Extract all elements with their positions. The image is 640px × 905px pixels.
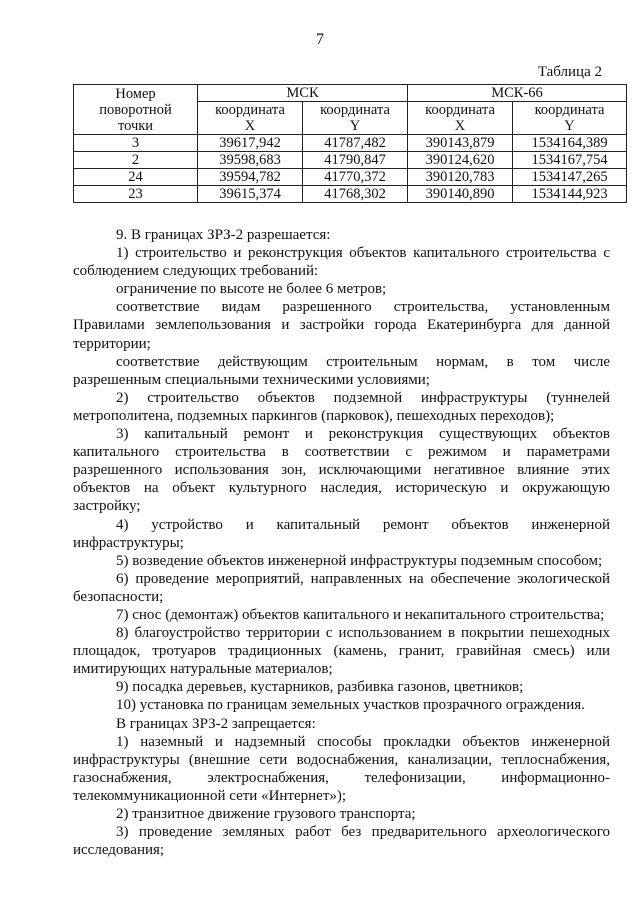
table-caption: Таблица 2 bbox=[537, 64, 602, 80]
cell-msk66-x: 390140,890 bbox=[408, 186, 513, 203]
header-msk66: МСК-66 bbox=[408, 85, 627, 102]
list-item: 10) установка по границам земельных участков прозрачного ограждения. bbox=[116, 697, 585, 714]
list-item: 1) строительство и реконструкция объектов капитального строительства с соблюдением следующих требований: bbox=[73, 245, 610, 280]
header-point-number: Номер поворотной точки bbox=[74, 85, 198, 135]
cell-msk66-y: 1534164,389 bbox=[513, 135, 627, 152]
header-msk66-x: координата X bbox=[408, 102, 513, 135]
cell-msk-x: 39615,374 bbox=[198, 186, 303, 203]
prohibited-heading: В границах ЗРЗ-2 запрещается: bbox=[116, 715, 316, 732]
cell-msk-y: 41770,372 bbox=[303, 169, 408, 186]
table-row bbox=[74, 152, 627, 169]
list-item: 2) транзитное движение грузового транспорта; bbox=[116, 806, 416, 822]
table-row bbox=[74, 186, 627, 203]
cell-msk66-x: 390143,879 bbox=[408, 135, 513, 152]
list-item: 6) проведение мероприятий, направленных на обеспечение экологической безопасности; bbox=[73, 570, 610, 605]
page-number: 7 bbox=[316, 31, 324, 48]
cell-msk66-y: 1534167,754 bbox=[513, 152, 627, 169]
list-item: 1) наземный и надземный способы прокладки объектов инженерной инфраструктуры (внешние сети водоснабжения, канализации, теплоснабжения, газоснабжения, электроснабжения, телефонизации, информационно-телекоммуникационной сети «Интернет»); bbox=[73, 733, 610, 804]
list-item: соответствие действующим строительным нормам, в том числе разрешенным специальными техническими условиями; bbox=[73, 353, 610, 388]
header-msk-x: координата X bbox=[198, 102, 303, 135]
header-msk66-y: координата Y bbox=[513, 102, 627, 135]
cell-msk66-x: 390124,620 bbox=[408, 152, 513, 169]
list-item: 2) строительство объектов подземной инфраструктуры (туннелей метрополитена, подземных паркингов (парковок), пешеходных переходов); bbox=[73, 389, 610, 424]
table-row bbox=[74, 135, 627, 152]
list-item: соответствие видам разрешенного строительства, установленным Правилами землепользования и застройки города Екатеринбурга для данной территории; bbox=[73, 299, 610, 352]
cell-msk-y: 41768,302 bbox=[303, 186, 408, 203]
cell-msk-x: 39594,782 bbox=[198, 169, 303, 186]
cell-msk-y: 41787,482 bbox=[303, 135, 408, 152]
list-item: 5) возведение объектов инженерной инфраструктуры подземным способом; bbox=[116, 552, 603, 569]
cell-msk-x: 39617,942 bbox=[198, 135, 303, 152]
header-msk-y: координата Y bbox=[303, 102, 408, 135]
cell-msk66-x: 390120,783 bbox=[408, 169, 513, 186]
header-msk: МСК bbox=[198, 85, 408, 102]
list-item: 4) устройство и капитальный ремонт объектов инженерной инфраструктуры; bbox=[73, 516, 610, 551]
list-item: 3) капитальный ремонт и реконструкция существующих объектов капитального строительства в соответствии с режимом и параметрами разрешенного использования зон, исключающими негативное влияние этих объектов на объект культурного наследия, историческую и окружающую застройку; bbox=[73, 426, 610, 515]
cell-msk-x: 39598,683 bbox=[198, 152, 303, 169]
body-text bbox=[73, 226, 610, 859]
table-header-row bbox=[74, 85, 627, 102]
cell-msk66-y: 1534144,923 bbox=[513, 186, 627, 203]
table-row bbox=[74, 169, 627, 186]
list-item: 9) посадка деревьев, кустарников, разбивка газонов, цветников; bbox=[116, 679, 524, 696]
list-item: 3) проведение земляных работ без предварительного археологического исследования; bbox=[73, 824, 610, 859]
cell-point: 2 bbox=[74, 152, 198, 169]
list-item: 7) снос (демонтаж) объектов капитального и некапитального строительства; bbox=[116, 606, 605, 623]
cell-point: 3 bbox=[74, 135, 198, 152]
list-item: ограничение по высоте не более 6 метров; bbox=[116, 281, 387, 298]
cell-msk-y: 41790,847 bbox=[303, 152, 408, 169]
coordinates-table bbox=[73, 84, 627, 203]
paragraph-9-heading: 9. В границах ЗРЗ-2 разрешается: bbox=[116, 227, 331, 243]
list-item: 8) благоустройство территории с использованием в покрытии пешеходных площадок, тротуаров традиционных (камень, гранит, гравийная смесь) или имитирующих натуральные материалов; bbox=[73, 625, 610, 678]
cell-point: 23 bbox=[74, 186, 198, 203]
cell-msk66-y: 1534147,265 bbox=[513, 169, 627, 186]
cell-point: 24 bbox=[74, 169, 198, 186]
